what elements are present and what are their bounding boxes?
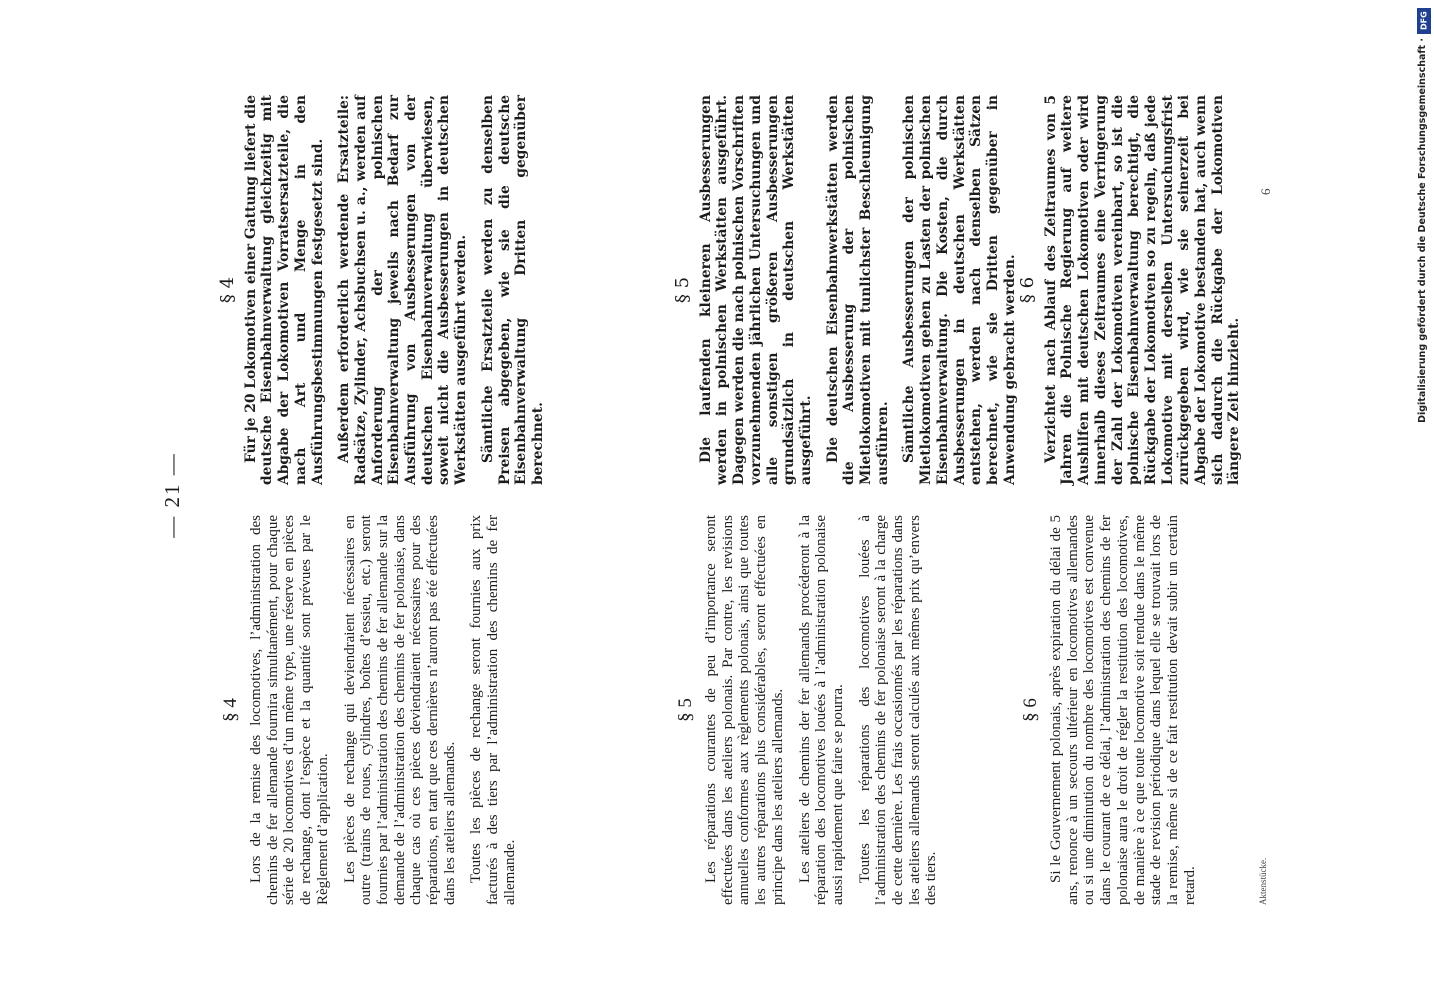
paragraph: Si le Gouvernement polonais, après expiration du délai de 5 ans, renonce à un secours ultérieur en locomotives allemandes ou si une diminution du nombre des locomotives est convenue dans le courant de ce délai, l’administration des chemins de fer polonaise aura le droit de régler la restitution des locomotives, de manière à ce que toute locomotive soit rendue dans le même stade de revision périodique dans lequel elle se trouvait lors de la remise, même si de ce fait restitution devait subir un certain retard. [1048,515,1198,905]
german-section-5 [672,95,1028,485]
french-section-4 [220,515,529,905]
paragraph: Für je 20 Lokomotiven einer Gattung liefert die deutsche Eisenbahnverwaltung gleichzeitig mit Abgabe der Lokomotiven Vorratsersatzteile, die nach Art und Menge in den Ausführungsbestimmungen festgesetzt sind. [242,95,326,485]
paragraph: Les pièces de rechange qui deviendraient nécessaires en outre (trains de roues, cylindres, boîtes d’essieu, etc.) seront fournies par l’administration des chemins de fer allemande sur la demande de l’administration des chemins de fer polonaise, dans chaque cas où ces pièces deviendraient nécessaires pour des réparations, en tant que ces dernières n’auront pas été effectuées dans les ateliers allemands. [341,515,458,905]
footnote-signature: Aktenstücke. [1258,857,1268,905]
french-section-5 [675,515,950,905]
section-heading: § 4 [220,698,241,722]
section-heading: § 4 [217,276,238,304]
paragraph: Außerdem erforderlich werdende Ersatzteile: Radsätze, Zylinder, Achsbuchsen u. a., werden auf Anforderung der polnischen Eisenbahnverwaltung jeweils nach Bedarf zur Ausführung von Ausbesserungen von der deutschen Eisenbahnverwaltung überwiesen, soweit nicht die Ausbesserungen in deutschen Werkstätten ausgeführt werden. [336,95,470,485]
section-heading: § 5 [675,698,696,722]
german-section-4 [217,95,557,485]
paragraph: Toutes les pièces de rechange seront fournies aux prix facturés à des tiers par l’administration des chemins de fer allemande. [468,515,518,905]
section-heading: § 6 [1020,698,1041,722]
dfg-logo: DFG [1417,8,1431,34]
paragraph: Les ateliers de chemins der fer allemands procéderont à la réparation des locomotives louées à l’administration polonaise aussi rapidement que faire se pourra. [796,515,846,905]
paragraph: Die laufenden kleineren Ausbesserungen werden in polnischen Werkstätten ausgeführt. Dagegen werden die nach polnischen Vorschriften vorzunehmenden jährlichen Untersuchungen und alle sonstigen größeren Ausbesserungen grundsätzlich in deutschen Werkstätten ausgeführt. [697,95,814,485]
paragraph: Die deutschen Eisenbahnwerkstätten werden die Ausbesserung der polnischen Mietlokomotiven mit tunlichster Beschleunigung ausführen. [824,95,891,485]
paragraph: Toutes les réparations des locomotives louées à l’administration des chemins de fer polonaise seront à la charge de cette dernière. Les frais occasionnés par les réparations dans les ateliers allemands seront calculés aux mêmes prix qu’envers des tiers. [856,515,940,905]
page-number: — 21 — [160,452,184,538]
paragraph: Sämtliche Ausbesserungen der polnischen Mietlokomotiven gehen zu Lasten der polnischen Eisenbahnverwaltung. Die Kosten, die durch Ausbesserungen in deutschen Werkstätten entstehen, werden nach denselben Sätzen berechnet, wie sie Dritten gegenüber in Anwendung gebracht werden. [901,95,1018,485]
german-section-6 [1017,94,1253,485]
section-heading: § 5 [672,276,693,304]
paragraph: Lors de la remise des locomotives, l’administration des chemins de fer allemande fournira simultanément, pour chaque série de 20 locomotives d’un même type, une réserve en pièces de rechange, dont l’espèce et la quantité sont prévues par le Règlement d’application. [248,515,331,905]
french-section-6 [1020,515,1208,905]
paragraph: Verzichtet nach Ablauf des Zeitraumes von 5 Jahren die Polnische Regierung auf weitere Aushilfen mit deutschen Lokomotiven oder wird innerhalb dieses Zeitraumes eine Verringerung der Zahl der Lokomotiven vereinbart, so ist die polnische Eisenbahnverwaltung berechtigt, die Rückgabe der Lokomotiven so zu regeln, daß jede Lokomotive mit derselben Untersuchungsfrist zurückgegeben wird, wie sie seinerzeit bei Abgabe der Lokomotive bestanden hat, auch wenn sich dadurch die Rückgabe der Lokomotiven längere Zeit hinzieht. [1042,94,1243,485]
credit-text: Digitalisierung gefördert durch die Deutsche Forschungsgemeinschaft · [1417,38,1428,423]
rotated-document-page [160,85,1390,905]
paragraph: Sämtliche Ersatzteile werden zu denselben Preisen abgegeben, wie sie die deutsche Eisenbahnverwaltung Dritten gegenüber berechnet. [479,95,546,485]
paragraph: Les réparations courantes de peu d’importance seront effectuées dans les ateliers polonais. Par contre, les revisions annuelles conformes aux règlements polonais, ainsi que toutes les autres réparations plus considérables, seront effectuées en principe dans les ateliers allemands. [703,515,786,905]
section-heading: § 6 [1017,276,1038,304]
digitization-credit [1416,8,1434,423]
sheet-number: 6 [1258,188,1273,195]
